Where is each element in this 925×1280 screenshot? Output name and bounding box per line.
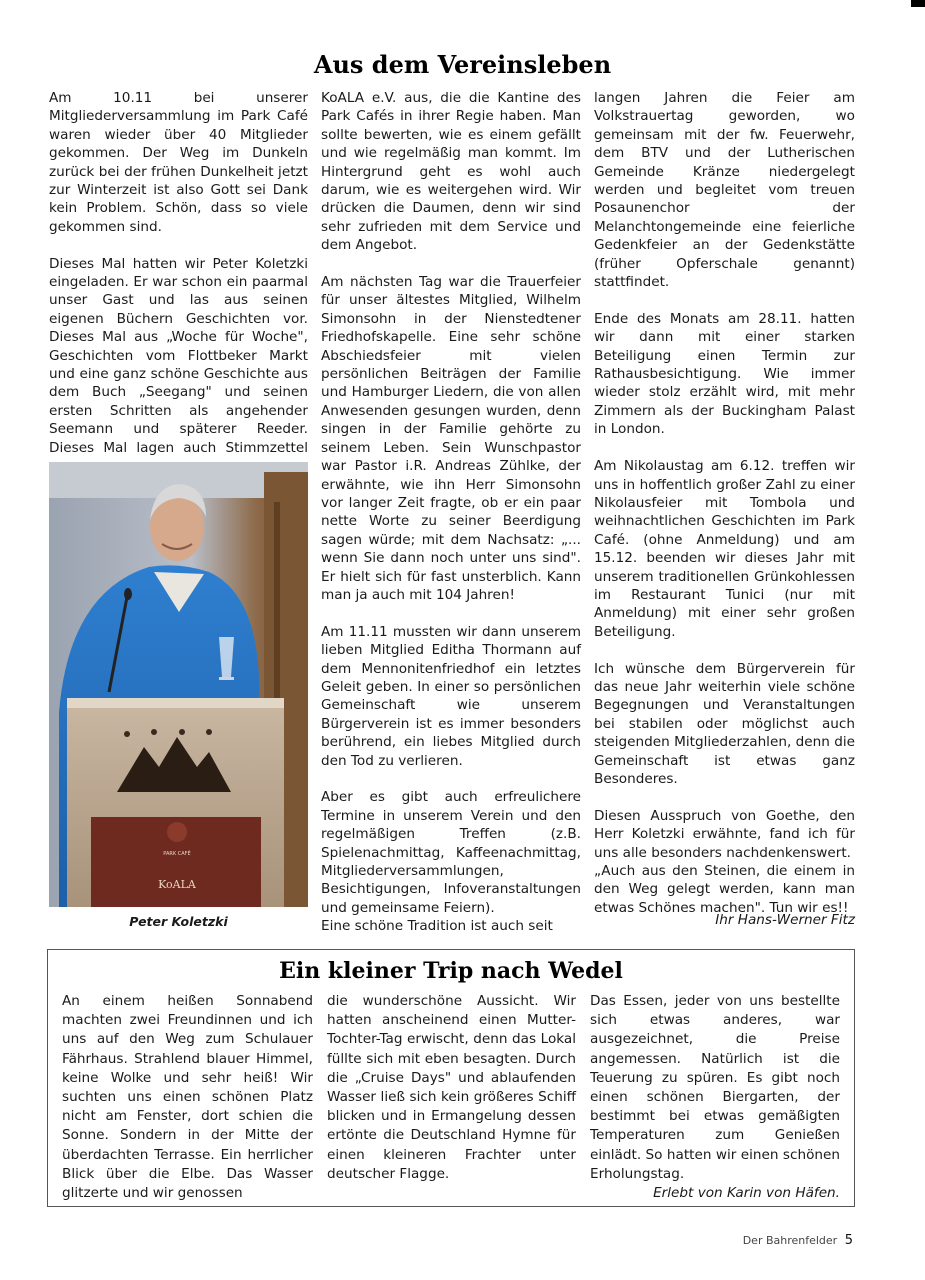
photo-caption: Peter Koletzki: [129, 914, 228, 929]
paragraph: Ich wünsche dem Bürgerverein für das neue Jahr weiterhin viele schöne Begegnungen und Veranstaltungen bei stabilen oder möglichst auch steigenden Mitgliederzahlen, denn die Gemeinschaft ist etwas ganz Besonderes.: [594, 660, 855, 787]
paragraph: langen Jahren die Feier am Volkstrauertag geworden, wo gemeinsam mit der fw. Feuerwehr, dem BTV und der Lutherischen Gemeinde Kränze niedergelegt werden und begleitet vom treuen Posaunenchor der Melanchtongemeinde eine feierliche Gedenkfeier an der Gedenkstätte (früher Opferschale genannt) stattfindet.: [594, 90, 855, 291]
speaker-photo: [49, 462, 308, 907]
lectern-brand-text: PARK CAFÉ: [163, 851, 191, 857]
paragraph: Am Nikolaustag am 6.12. treffen wir uns in hoffentlich großer Zahl zu einer Nikolausfeier mit Tombola und weihnachtlichen Geschichten im Park Café. (ohne Anmeldung) und am 15.12. beenden wir dieses Jahr mit unserem traditionellen Grünkohlessen im Restaurant Tunici (nur mit Anmeldung) mit einer sehr großen Beteiligung.: [594, 458, 855, 640]
box-column-1: [62, 992, 313, 1203]
paragraph: KoALA e.V. aus, die die Kantine des Park Cafés in ihrer Regie haben. Man sollte bewerten, wie es einem gefällt und wie regelmäßig man kommt. Im Hintergrund geht es wohl auch darum, wie es weitergehen wird. Wir drücken die Daumen, denn wir sind sehr zufrieden mit dem Service und dem Angebot.: [321, 90, 581, 254]
article-column-1: [49, 89, 308, 476]
paragraph: Das Essen, jeder von uns bestellte sich etwas anderes, war ausgezeichnet, die Preise angemessen. Natürlich ist die Teuerung zu spüren. Es gibt noch einen schönen Biergarten, der bestimmt bei etwas gemäßigten Temperaturen zum Genießen einlädt. So hatten wir einen schönen Erholungstag.: [590, 993, 840, 1182]
page-number: 5: [844, 1233, 853, 1248]
article-column-3: [594, 89, 855, 917]
wedel-trip-box: [47, 949, 855, 1207]
lectern-logo-text: KoALA: [158, 878, 196, 891]
box-signature: Erlebt von Karin von Häfen.: [653, 1185, 840, 1202]
box-title: Ein kleiner Trip nach Wedel: [279, 958, 623, 984]
paragraph: Am 11.11 mussten wir dann unserem lieben Mitglied Editha Thormann auf dem Mennonitenfriedhof ein letztes Geleit geben. In einer so persönlichen Gemeinschaft wie unserem Bürgerverein ist es immer besonders berührend, ein liebes Mitglied durch den Tod zu verlieren.: [321, 623, 581, 769]
paragraph: Am nächsten Tag war die Trauerfeier für unser ältestes Mitglied, Wilhelm Simonsohn in der Nienstedtener Friedhofskapelle. Eine sehr schöne Abschiedsfeier mit vielen persönlichen Beiträgen der Familie und Hamburger Liedern, die von allen Anwesenden gesungen wurden, denn singen in der Familie gehörte zu seinem Leben. Sein Wunschpastor war Pastor i.R. Andreas Zühlke, der erwähnte, wie ihn Herr Simonsohn vor langer Zeit fragte, ob er ein paar nette Worte zu seiner Beerdigung sagen würde; mit dem Nachsatz: „... wenn Sie dann noch unter uns sind". Er hielt sich für fast unsterblich. Kann man ja auch mit 104 Jahren!: [321, 274, 581, 603]
page-footer: [743, 1233, 853, 1248]
page-title: Aus dem Vereinsleben: [313, 50, 612, 79]
box-column-2: [327, 992, 576, 1184]
paragraph: Dieses Mal hatten wir Peter Koletzki eingeladen. Er war schon ein paarmal unser Gast und las aus seinen eigenen Büchern Geschichten vor. Dieses Mal aus „Woche für Woche", Geschichten vom Flottbeker Markt und eine ganz schöne Geschichte aus dem Buch „Seegang" und seinen ersten Schritten als angehender Seemann und späterer Reeder. Dieses Mal lagen auch Stimmzettel: [49, 255, 308, 456]
paragraph: Ende des Monats am 28.11. hatten wir dann mit einer starken Beteiligung einen Termin zur Rathausbesichtigung. Wie immer wieder stolz erzählt wird, mit mehr Zimmern als der Buckingham Palast in London.: [594, 310, 855, 438]
paragraph: Eine schöne Tradition ist auch seit: [321, 918, 553, 935]
article-column-2: [321, 89, 581, 936]
paragraph: Am 10.11 bei unserer Mitgliederversammlung im Park Café waren wieder über 40 Mitglieder gekommen. Der Weg im Dunkeln zurück bei der frühen Dunkelheit jetzt zur Winterzeit ist also Gott sei Dank kein Problem. Schön, dass so viele gekommen sind.: [49, 90, 308, 235]
box-column-3: [590, 992, 840, 1203]
article-signature: Ihr Hans-Werner Fitz: [715, 912, 855, 928]
paragraph: Aber es gibt auch erfreulichere Termine in unserem Verein und den regelmäßigen Treffen (z.B. Spielenachmittag, Kaffeenachmittag, Mitgliederversammlungen, Besichtigungen, Infoveranstaltungen und gemeinsame Feiern).: [321, 789, 581, 916]
magazine-name: Der Bahrenfelder: [742, 1234, 838, 1247]
quote-paragraph: „Auch aus den Steinen, die einem in den Weg gelegt werden, kann man etwas Schönes machen". Tun wir es!!: [594, 863, 855, 916]
paragraph: Diesen Ausspruch von Goethe, den Herr Koletzki erwähnte, fand ich für uns alle besonders nachdenkenswert.: [594, 807, 855, 861]
corner-mark: [911, 0, 925, 7]
paragraph: die wunderschöne Aussicht. Wir hatten anscheinend einen Mutter-Tochter-Tag erwischt, denn das Lokal füllte sich mit eben besagten. Durch die „Cruise Days" und ablaufenden Wasser ließ sich kein größeres Schiff blicken und in Ermangelung dessen ertönte die Deutschland Hymne für einen kleineren Frachter unter deutscher Flagge.: [327, 993, 576, 1182]
paragraph: An einem heißen Sonnabend machten zwei Freundinnen und ich uns auf den Weg zum Schulauer Fährhaus. Strahlend blauer Himmel, keine Wolke und sehr heiß! Wir suchten uns einen schönen Platz nicht am Fenster, dort schien die Sonne. Sondern in der Mitte der überdachten Terrasse. Ein herrlicher Blick über die Elbe. Das Wasser glitzerte und wir genossen: [62, 993, 313, 1202]
